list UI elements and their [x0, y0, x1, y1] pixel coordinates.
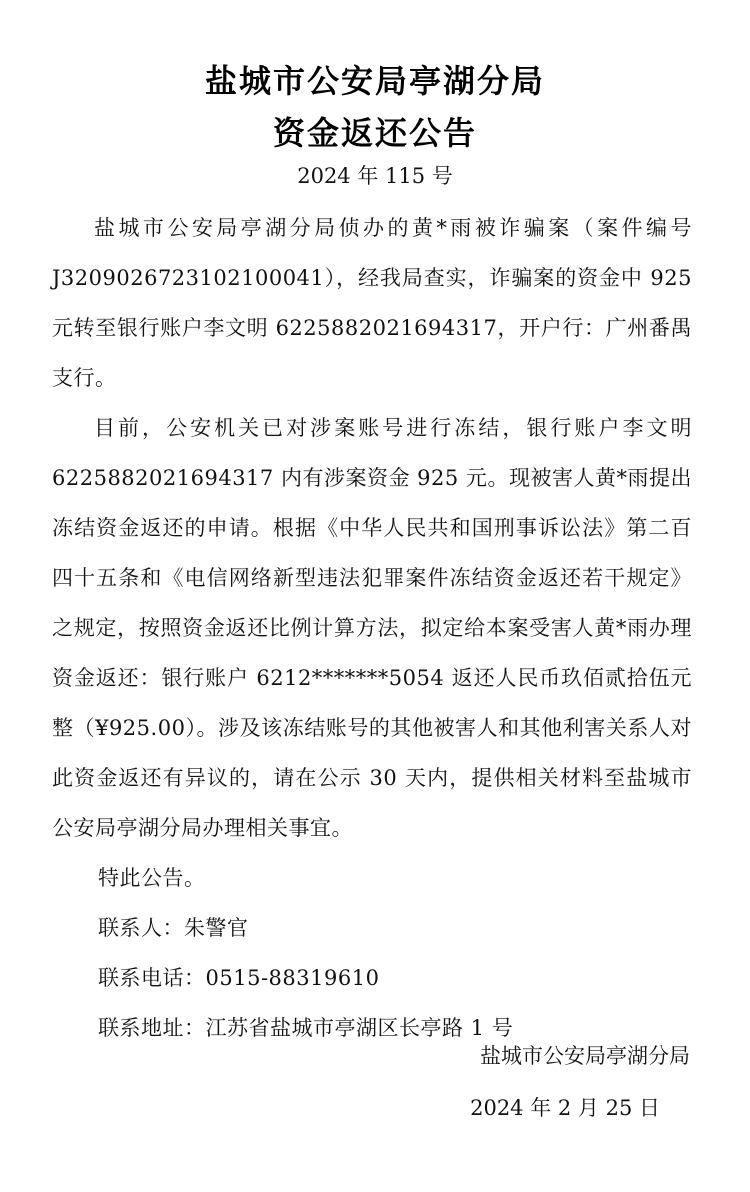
signature-date: 2024 年 2 月 25 日	[470, 1096, 660, 1120]
contact-person: 联系人：朱警官	[98, 916, 249, 940]
contact-address: 联系地址：江苏省盐城市亭湖区长亭路 1 号	[98, 1016, 514, 1040]
title-line-2: 资金返还公告	[272, 114, 477, 152]
contact-phone: 联系电话：0515-88319610	[98, 966, 380, 990]
document-number: 2024 年 115 号	[297, 164, 453, 188]
signature-organization: 盐城市公安局亭湖分局	[480, 1044, 690, 1068]
closing-statement: 特此公告。	[98, 866, 206, 890]
paragraph-refund-details: 目前，公安机关已对涉案账号进行冻结，银行账户李文明 6225882021694317 内有涉案资金 925 元。现被害人黄*雨提出冻结资金返还的申请。根据《中华人民共和国刑事诉讼法》第二百四十五条和《电信网络新型违法犯罪案件冻结资金返还若干规定》之规定，按照资金返还比例计算方法，拟定给本案受害人黄*雨办理资金返还：银行账户 6212*******5054 返还人民币玖佰贰拾伍元整（¥925.00）。涉及该冻结账号的其他被害人和其他利害关系人对此资金返还有异议的，请在公示 30 天内，提供相关材料至盐城市公安局亭湖分局办理相关事宜。	[52, 416, 692, 840]
title-line-1: 盐城市公安局亭湖分局	[204, 62, 545, 100]
paragraph-case-details: 盐城市公安局亭湖分局侦办的黄*雨被诈骗案（案件编号J320902672310210​0041），经我局查实，诈骗案的资金中 925 元转至银行账户李文明 6225882021694317，开户行：广州番禺支行。	[52, 216, 692, 390]
notice-body	[52, 203, 692, 1053]
